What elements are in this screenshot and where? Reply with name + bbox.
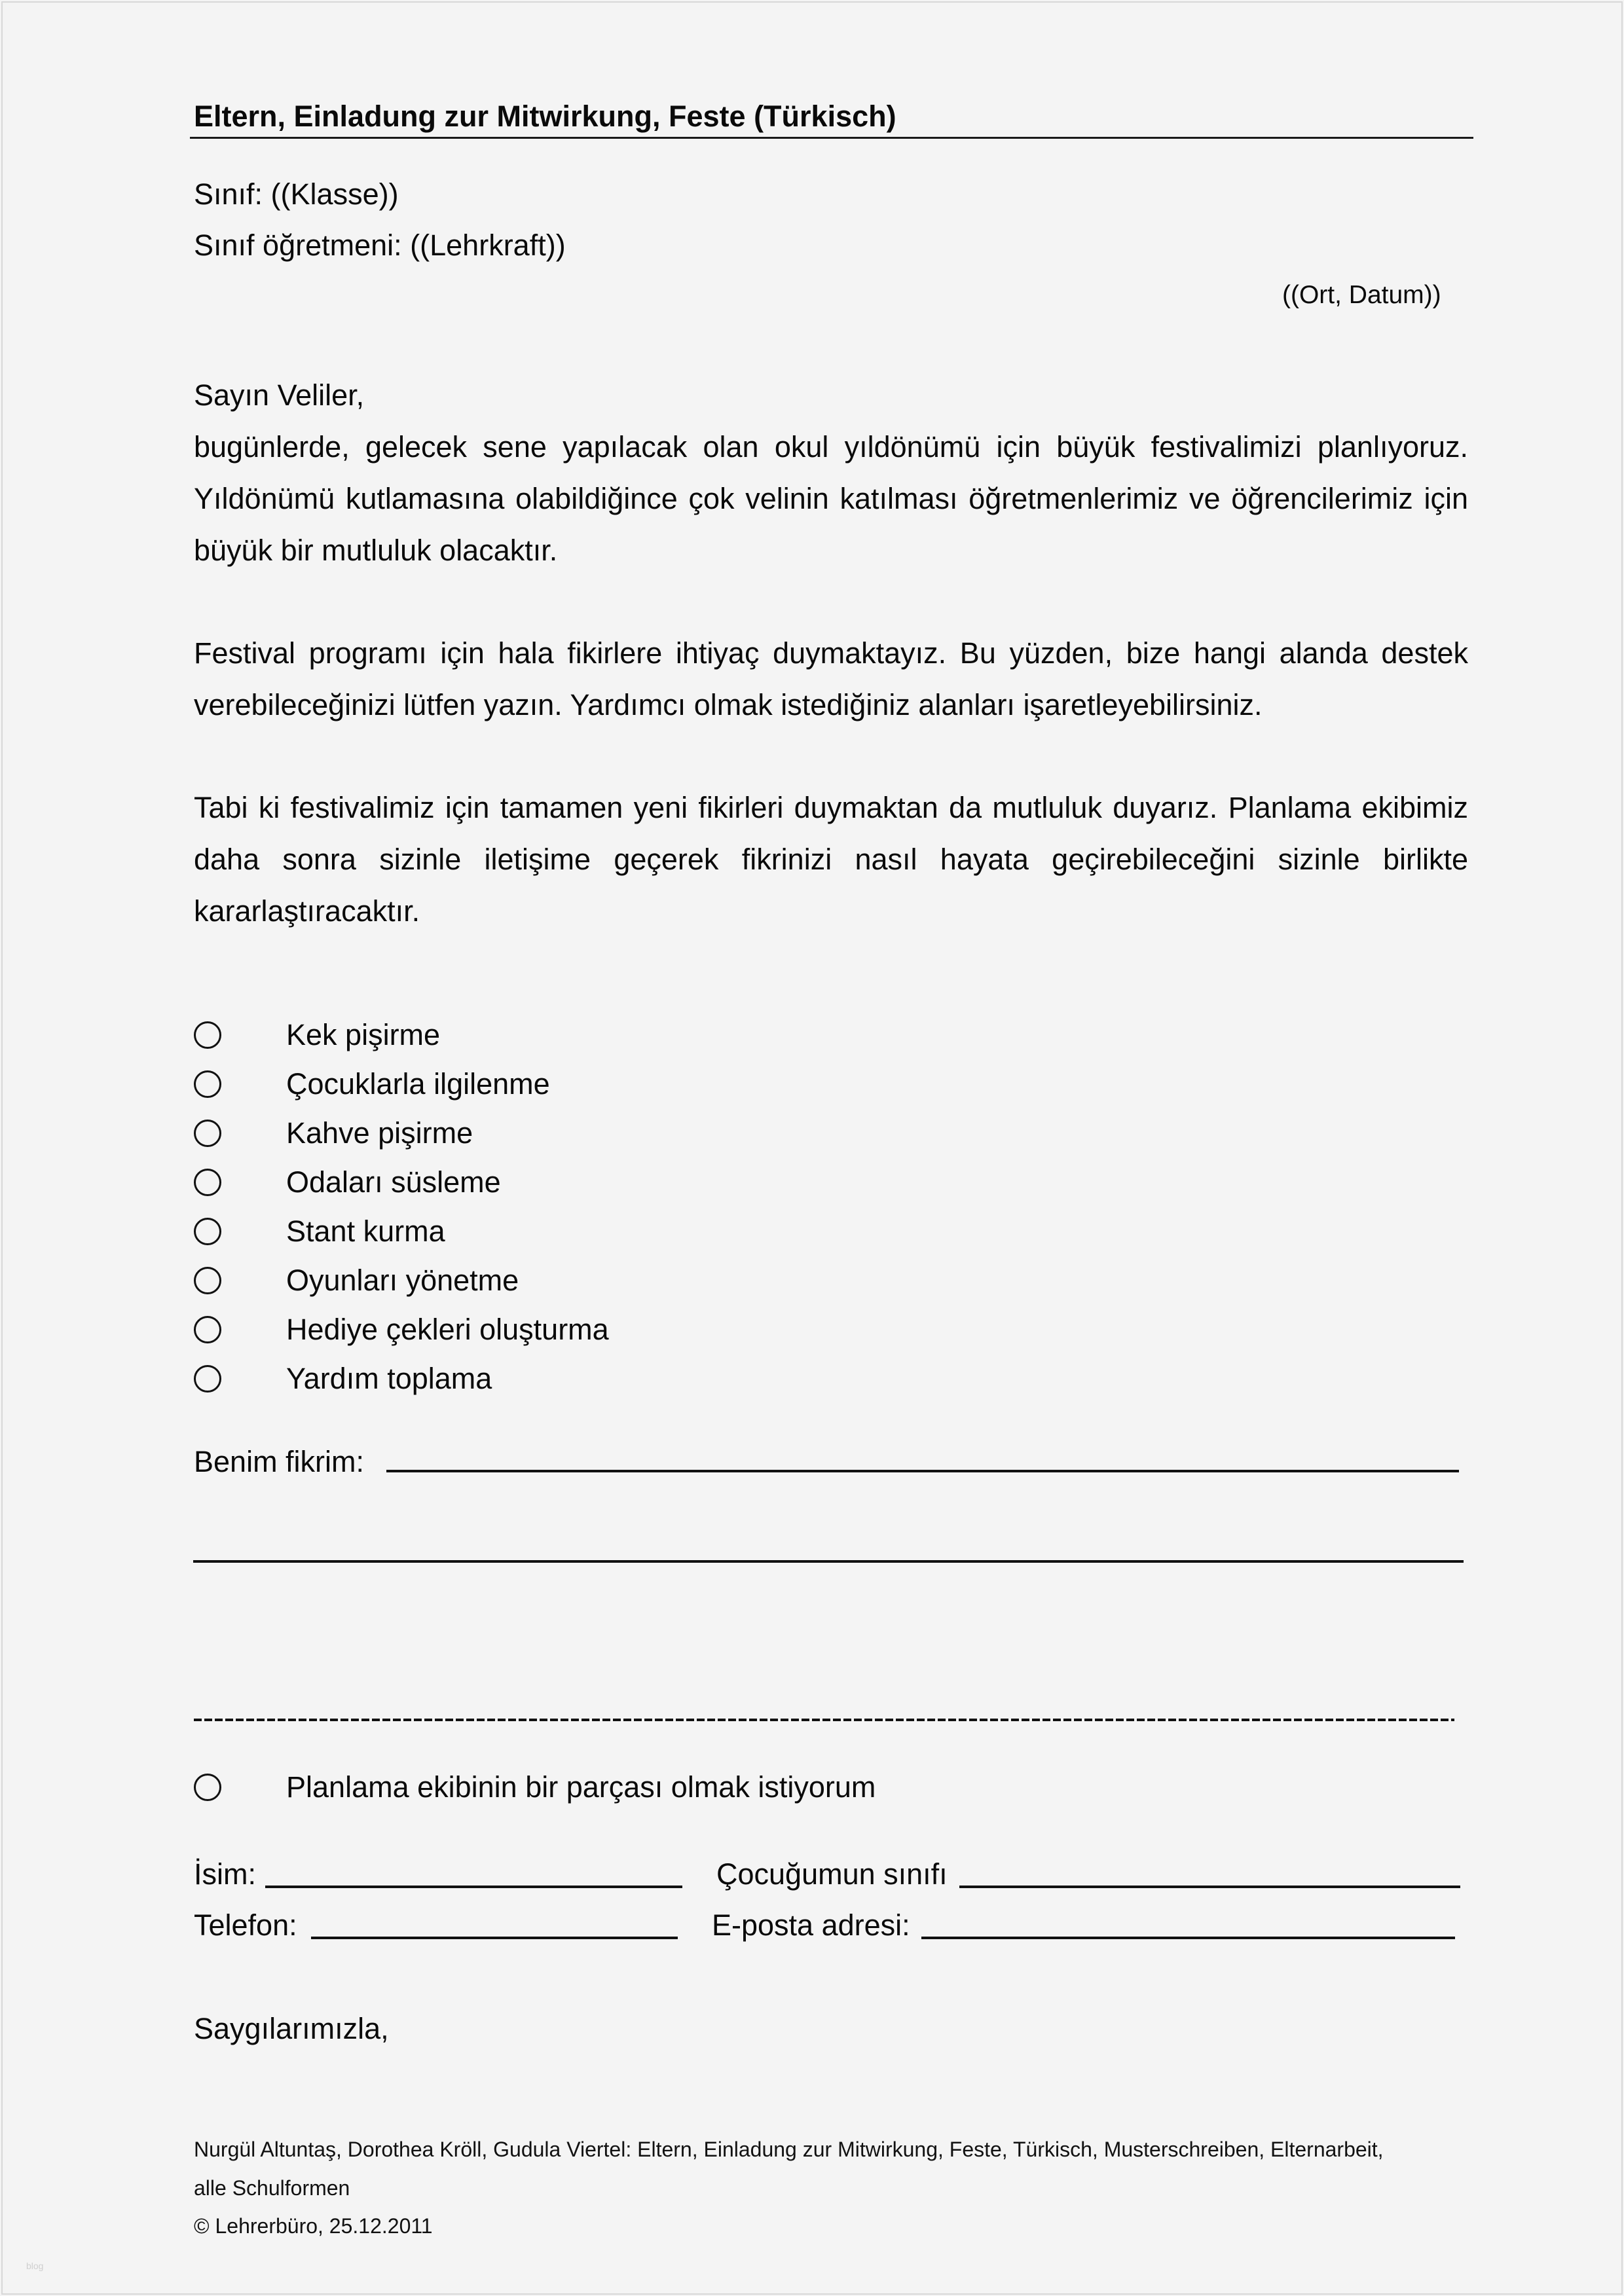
option-room-decoration[interactable]	[194, 1157, 609, 1207]
document-title: Eltern, Einladung zur Mitwirkung, Feste (Türkisch)	[194, 100, 896, 133]
option-label: Odaları süsleme	[286, 1165, 501, 1199]
idea-label: Benim fikrim:	[194, 1445, 365, 1478]
option-stand-setup[interactable]	[194, 1207, 609, 1256]
option-gift-vouchers[interactable]	[194, 1305, 609, 1354]
radio-circle-icon[interactable]	[194, 1267, 221, 1294]
phone-label: Telefon:	[194, 1908, 297, 1942]
closing: Saygılarımızla,	[194, 2012, 389, 2045]
footer-school-types: alle Schulformen	[194, 2176, 350, 2200]
option-planning-team[interactable]	[194, 1770, 876, 1804]
child-class-input-line[interactable]	[959, 1886, 1460, 1888]
option-label: Yardım toplama	[286, 1361, 492, 1395]
phone-input-line[interactable]	[311, 1937, 678, 1939]
radio-circle-icon[interactable]	[194, 1070, 221, 1098]
radio-circle-icon[interactable]	[194, 1774, 221, 1801]
option-label: Stant kurma	[286, 1214, 445, 1248]
paragraph-line: daha sonra sizinle iletişime geçerek fikrinizi nasıl hayata geçirebileceğini sizinle birlikte	[194, 843, 1468, 876]
option-label: Oyunları yönetme	[286, 1263, 519, 1297]
footer-credits: Nurgül Altuntaş, Dorothea Kröll, Gudula Viertel: Eltern, Einladung zur Mitwirkung, Feste, Türkisch, Musterschreiben, Elternarbeit,	[194, 2138, 1384, 2161]
class-line: Sınıf: ((Klasse))	[194, 177, 399, 211]
salutation: Sayın Veliler,	[194, 378, 365, 412]
option-fundraising[interactable]	[194, 1354, 609, 1403]
name-label: İsim:	[194, 1857, 256, 1891]
paragraph-request	[194, 627, 1468, 731]
paragraph-line: Yıldönümü kutlamasına olabildiğince çok velinin katılması öğretmenlerimiz ve öğrencilerimiz için	[194, 482, 1468, 515]
option-label: Çocuklarla ilgilenme	[286, 1066, 550, 1101]
paragraph-line: kararlaştıracaktır.	[194, 894, 420, 928]
title-underline	[190, 137, 1473, 139]
paragraph-line: Tabi ki festivalimiz için tamamen yeni fikirleri duymaktan da mutluluk duyarız. Planlama ekibimiz	[194, 791, 1468, 824]
option-label: Kahve pişirme	[286, 1116, 473, 1150]
option-label: Kek pişirme	[286, 1017, 441, 1051]
email-label: E-posta adresi:	[712, 1908, 910, 1942]
paragraph-line: Festival programı için hala fikirlere ihtiyaç duymaktayız. Bu yüzden, bize hangi alanda destek	[194, 636, 1468, 670]
child-class-label: Çocuğumun sınıfı	[716, 1857, 948, 1891]
paragraph-ideas	[194, 782, 1468, 937]
option-coffee-making[interactable]	[194, 1108, 609, 1157]
option-cake-baking[interactable]	[194, 1010, 609, 1059]
paragraph-intro	[194, 421, 1468, 576]
email-input-line[interactable]	[921, 1937, 1455, 1939]
name-input-line[interactable]	[265, 1886, 682, 1888]
option-childcare[interactable]	[194, 1059, 609, 1108]
cut-here-dashed-line	[194, 1719, 1454, 1721]
radio-circle-icon[interactable]	[194, 1365, 221, 1393]
paragraph-line: büyük bir mutluluk olacaktır.	[194, 534, 558, 567]
watermark: blog	[26, 2261, 44, 2271]
radio-circle-icon[interactable]	[194, 1218, 221, 1245]
radio-circle-icon[interactable]	[194, 1169, 221, 1196]
idea-input-line-2[interactable]	[193, 1560, 1464, 1563]
option-label: Planlama ekibinin bir parçası olmak istiyorum	[286, 1770, 876, 1804]
teacher-line: Sınıf öğretmeni: ((Lehrkraft))	[194, 228, 566, 262]
footer-copyright: © Lehrerbüro, 25.12.2011	[194, 2214, 433, 2238]
place-date: ((Ort, Datum))	[1282, 281, 1441, 309]
radio-circle-icon[interactable]	[194, 1120, 221, 1147]
help-options-list	[194, 1010, 609, 1403]
option-game-management[interactable]	[194, 1256, 609, 1305]
paragraph-line: verebileceğinizi lütfen yazın. Yardımcı olmak istediğiniz alanları işaretleyebilirsiniz.	[194, 688, 1263, 721]
option-label: Hediye çekleri oluşturma	[286, 1312, 609, 1346]
paragraph-line: bugünlerde, gelecek sene yapılacak olan okul yıldönümü için büyük festivalimizi planlıyoruz.	[194, 430, 1468, 464]
radio-circle-icon[interactable]	[194, 1316, 221, 1343]
radio-circle-icon[interactable]	[194, 1021, 221, 1049]
idea-input-line-1[interactable]	[386, 1470, 1459, 1472]
